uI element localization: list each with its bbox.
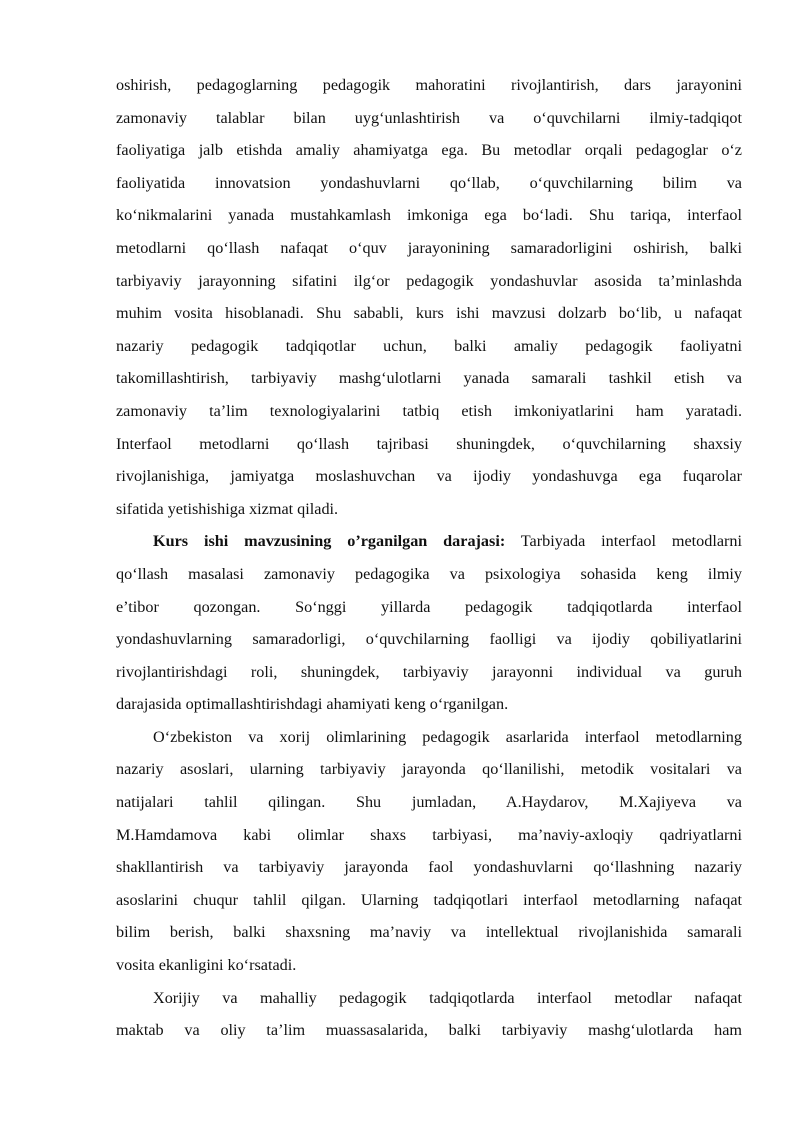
- text-line: vosita ekanligini ko‘rsatadi.: [116, 956, 297, 975]
- text-line: zamonaviy ta’lim texnologiyalarini tatbiq etish imkoniyatlarini ham yaratadi.: [116, 401, 742, 420]
- text-line: O‘zbekiston va xorij olimlarining pedagogik asarlarida interfaol metodlarning: [153, 727, 742, 746]
- paragraph-1: [116, 69, 742, 525]
- text-line: e’tibor qozongan. So‘nggi yillarda pedagogik tadqiqotlarda interfaol: [116, 597, 742, 616]
- text-line: metodlarni qo‘llash nafaqat o‘quv jarayonining samaradorligini oshirish, balki: [116, 238, 742, 257]
- text-line: nazariy pedagogik tadqiqotlar uchun, balki amaliy pedagogik faoliyatni: [116, 336, 742, 355]
- text-line: nazariy asoslari, ularning tarbiyaviy jarayonda qo‘llanilishi, metodik vositalari va: [116, 760, 742, 779]
- document-page: [116, 69, 742, 1047]
- paragraph-4: [116, 982, 742, 1047]
- section-heading: Kurs ishi mavzusining o’rganilgan darajasi:: [153, 532, 506, 551]
- text-line: [116, 525, 742, 558]
- text-line: faoliyatida innovatsion yondashuvlarni qo‘llab, o‘quvchilarning bilim va: [116, 173, 742, 192]
- paragraph-2: [116, 525, 742, 721]
- text-line: darajasida optimallashtirishdagi ahamiyati keng o‘rganilgan.: [116, 695, 509, 714]
- text-line: yondashuvlarning samaradorligi, o‘quvchilarning faolligi va ijodiy qobiliyatlarini: [116, 630, 742, 649]
- text-line: maktab va oliy ta’lim muassasalarida, balki tarbiyaviy mashg‘ulotlarda ham: [116, 1021, 742, 1040]
- paragraph-3: [116, 721, 742, 982]
- text-line: ko‘nikmalarini yanada mustahkamlash imkoniga ega bo‘ladi. Shu tariqa, interfaol: [116, 206, 742, 225]
- text-line: rivojlanishiga, jamiyatga moslashuvchan va ijodiy yondashuvga ega fuqarolar: [116, 467, 742, 486]
- text-line: bilim berish, balki shaxsning ma’naviy va intellektual rivojlanishida samarali: [116, 923, 742, 942]
- text-line: Interfaol metodlarni qo‘llash tajribasi shuningdek, o‘quvchilarning shaxsiy: [116, 434, 742, 453]
- text-line: M.Hamdamova kabi olimlar shaxs tarbiyasi, ma’naviy-axloqiy qadriyatlarni: [116, 825, 742, 844]
- text-line: takomillashtirish, tarbiyaviy mashg‘ulotlarni yanada samarali tashkil etish va: [116, 369, 742, 388]
- text-line: tarbiyaviy jarayonning sifatini ilg‘or pedagogik yondashuvlar asosida ta’minlashda: [116, 271, 742, 290]
- text-line: sifatida yetishishiga xizmat qiladi.: [116, 499, 339, 518]
- text-line: asoslarini chuqur tahlil qilgan. Ularning tadqiqotlari interfaol metodlarning nafaqat: [116, 890, 742, 909]
- text-line: zamonaviy talablar bilan uyg‘unlashtirish va o‘quvchilarni ilmiy-tadqiqot: [116, 108, 742, 127]
- text-line: shakllantirish va tarbiyaviy jarayonda faol yondashuvlarni qo‘llashning nazariy: [116, 858, 742, 877]
- heading-continuation: Tarbiyada interfaol metodlarni: [505, 532, 742, 551]
- text-line: rivojlantirishdagi roli, shuningdek, tarbiyaviy jarayonni individual va guruh: [116, 662, 742, 681]
- text-line: muhim vosita hisoblanadi. Shu sababli, kurs ishi mavzusi dolzarb bo‘lib, u nafaqat: [116, 304, 742, 323]
- text-line: qo‘llash masalasi zamonaviy pedagogika va psixologiya sohasida keng ilmiy: [116, 564, 742, 583]
- text-line: faoliyatiga jalb etishda amaliy ahamiyatga ega. Bu metodlar orqali pedagoglar o‘z: [116, 141, 742, 160]
- text-line: natijalari tahlil qilingan. Shu jumladan, A.Haydarov, M.Xajiyeva va: [116, 793, 742, 812]
- text-line: oshirish, pedagoglarning pedagogik mahoratini rivojlantirish, dars jarayonini: [116, 76, 742, 94]
- text-line: Xorijiy va mahalliy pedagogik tadqiqotlarda interfaol metodlar nafaqat: [153, 988, 742, 1007]
